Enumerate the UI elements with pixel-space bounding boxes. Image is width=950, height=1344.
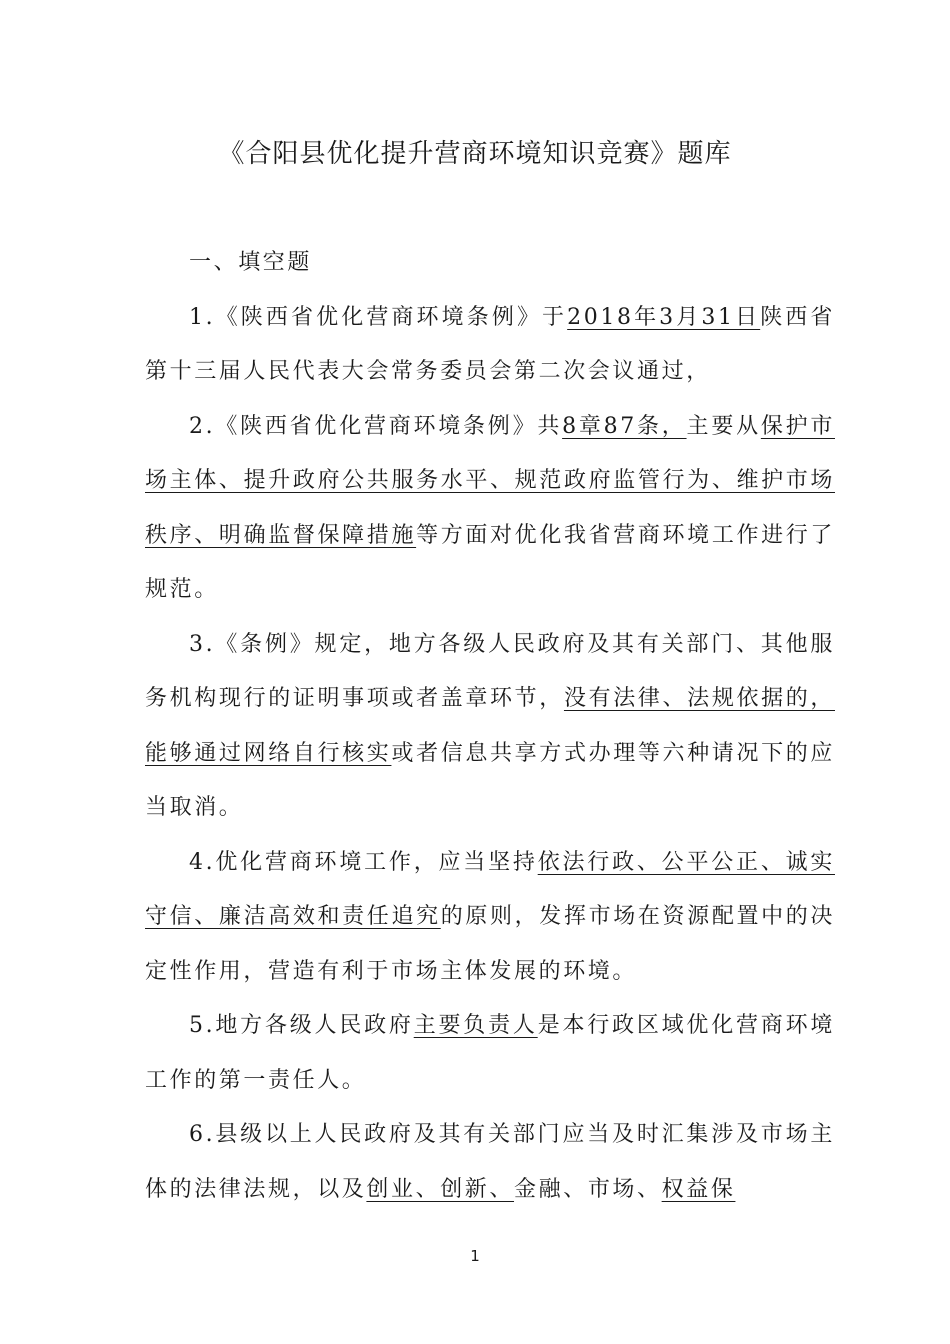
q5-text: 5.地方各级人民政府: [189, 1013, 414, 1038]
document-title: 《合阳县优化提升营商环境知识竞赛》题库: [218, 139, 732, 169]
q6-text: 6.县级以上人民政府及其有关部门应当及时汇集涉及市场主体的法律法规，以及: [145, 1122, 835, 1202]
q2-text: 2.《陕西省优化营商环境条例》共: [189, 413, 563, 439]
q2-answer-2: 保护市场主体、提升政府公共服务水平、规范政府监管行为、维护市场秩序、明确监督保障措施: [145, 413, 835, 548]
q3-answer: 没有法律、法规依据的，能够通过网络自行核实: [145, 686, 835, 766]
q3-text: 3.《条例》规定，地方各级人民政府及其有关部门、其他服务机构现行的证明事项或者盖章环节，: [145, 631, 835, 711]
q5-text-end: 是本行政区域优化营商环境工作的第一责任人。: [145, 1013, 835, 1093]
q1-text: 1.《陕西省优化营商环境条例》于: [189, 304, 568, 330]
page-number: 1: [470, 1247, 480, 1265]
q2-text-end: 等方面对优化我省营商环境工作进行了规范。: [145, 522, 835, 602]
q6-answer-2: 权益保: [661, 1176, 736, 1202]
question-4: [145, 836, 835, 1000]
section-heading: 一、填空题: [189, 250, 313, 275]
q6-answer-1: 创业、创新、: [366, 1176, 515, 1202]
q6-text-mid: 金融、市场、: [514, 1176, 662, 1202]
q4-text: 4.优化营商环境工作，应当坚持: [189, 849, 538, 875]
q2-text-mid: 主要从: [686, 413, 761, 439]
q5-answer: 主要负责人: [413, 1013, 538, 1038]
question-1: [145, 291, 835, 400]
q3-text-end: 或者信息共享方式办理等六种请况下的应当取消。: [145, 740, 835, 820]
q1-answer: 2018年3月31日: [567, 304, 761, 330]
question-3: [145, 618, 835, 836]
q4-text-end: 的原则，发挥市场在资源配置中的决定性作用，营造有利于市场主体发展的环境。: [145, 904, 835, 984]
question-5: [145, 999, 835, 1108]
q1-text-end: 陕西省第十三届人民代表大会常务委员会第二次会议通过，: [145, 304, 835, 384]
q2-answer-1: 8章87条，: [562, 413, 687, 439]
q4-answer: 依法行政、公平公正、诚实守信、廉洁高效和责任追究: [145, 849, 835, 929]
question-2: [145, 400, 835, 618]
document-body: [145, 236, 835, 1217]
question-6: [145, 1108, 835, 1217]
